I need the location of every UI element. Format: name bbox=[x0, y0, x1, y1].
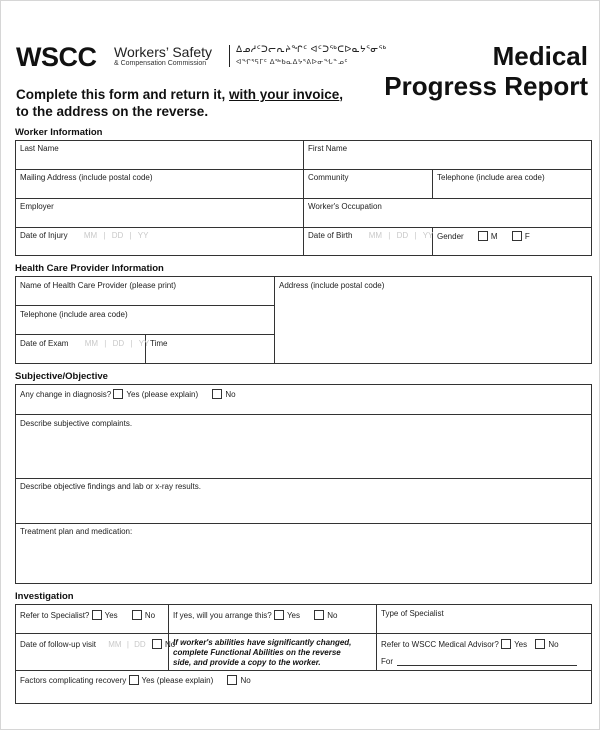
date-of-injury-field[interactable]: Date of Injury MM | DD | YY bbox=[20, 231, 149, 240]
objective-findings-field[interactable]: Describe objective findings and lab or x-ray results. bbox=[20, 482, 201, 491]
employer-field[interactable]: Employer bbox=[20, 202, 54, 211]
worker-telephone-field[interactable]: Telephone (include area code) bbox=[437, 173, 545, 182]
refer-specialist-field: Refer to Specialist? Yes No bbox=[20, 611, 156, 620]
gender-m-checkbox[interactable] bbox=[478, 231, 488, 241]
wscc-logo: WSCC bbox=[16, 42, 97, 72]
provider-telephone-field[interactable]: Telephone (include area code) bbox=[20, 310, 128, 319]
treatment-plan-field[interactable]: Treatment plan and medication: bbox=[20, 527, 133, 536]
time-field[interactable]: Time bbox=[150, 339, 168, 348]
mailing-address-field[interactable]: Mailing Address (include postal code) bbox=[20, 173, 153, 182]
section-worker-heading: Worker Information bbox=[15, 127, 103, 138]
section-investigation-heading: Investigation bbox=[15, 591, 74, 602]
gender-field: Gender M F bbox=[437, 232, 530, 241]
diagnosis-yes-checkbox[interactable] bbox=[113, 389, 123, 399]
subjective-complaints-field[interactable]: Describe subjective complaints. bbox=[20, 419, 133, 428]
advisor-yes-checkbox[interactable] bbox=[501, 639, 511, 649]
occupation-field[interactable]: Worker's Occupation bbox=[308, 202, 382, 211]
first-name-field[interactable]: First Name bbox=[308, 144, 348, 153]
diagnosis-no-checkbox[interactable] bbox=[212, 389, 222, 399]
syllabics-subtitle: ᐊᖏᕐᕋᒥᑦ ᐃᖅᑲᓇᐃᔭᕐᕕᐅᓂᖓᓐᓄᑦ bbox=[236, 59, 348, 66]
factors-no-checkbox[interactable] bbox=[227, 675, 237, 685]
last-name-field[interactable]: Last Name bbox=[20, 144, 59, 153]
org-subtitle: & Compensation Commission bbox=[114, 60, 207, 67]
arrange-no-checkbox[interactable] bbox=[314, 610, 324, 620]
provider-name-field[interactable]: Name of Health Care Provider (please print) bbox=[20, 281, 177, 290]
section-provider-heading: Health Care Provider Information bbox=[15, 263, 164, 274]
date-of-exam-field[interactable]: Date of Exam MM | DD | YY bbox=[20, 339, 150, 348]
follow-up-date-field: Date of follow-up visit MM | DD No bbox=[20, 640, 176, 649]
factors-complicating-field: Factors complicating recovery Yes (please explain) No bbox=[20, 676, 251, 685]
gender-f-checkbox[interactable] bbox=[512, 231, 522, 241]
logo-divider bbox=[229, 45, 230, 67]
org-name: Workers’ Safety bbox=[114, 44, 213, 60]
arrange-yes-checkbox[interactable] bbox=[274, 610, 284, 620]
medical-advisor-field: Refer to WSCC Medical Advisor? Yes No bbox=[381, 640, 559, 649]
followup-no-checkbox[interactable] bbox=[152, 639, 162, 649]
community-field[interactable]: Community bbox=[308, 173, 349, 182]
refer-yes-checkbox[interactable] bbox=[92, 610, 102, 620]
refer-no-checkbox[interactable] bbox=[132, 610, 142, 620]
title-line-2: Progress Report bbox=[384, 71, 588, 101]
change-in-diagnosis-field: Any change in diagnosis? Yes (please explain) No bbox=[20, 390, 236, 399]
instructions: Complete this form and return it, with your invoice, to the address on the reverse. bbox=[16, 87, 344, 119]
syllabics-name: ᐃᓄᓱᑦᑐᓕᕆᔨᖏᑦ ᐊᑦᑐᖅᑕᐅᓇᔭᕐᓂᖅ bbox=[236, 44, 387, 54]
date-of-birth-field[interactable]: Date of Birth MM | DD | YY bbox=[308, 231, 434, 240]
arrange-specialist-field: If yes, will you arrange this? Yes No bbox=[173, 611, 338, 620]
advisor-for-field[interactable]: For bbox=[381, 657, 577, 666]
advisor-no-checkbox[interactable] bbox=[535, 639, 545, 649]
title-line-1: Medical bbox=[492, 41, 588, 71]
abilities-note: If worker's abilities have significantly changed, complete Functional Abilities on the reverse side, and provide a copy to the worker. bbox=[173, 638, 352, 667]
provider-address-field[interactable]: Address (include postal code) bbox=[279, 281, 385, 290]
type-of-specialist-field[interactable]: Type of Specialist bbox=[381, 609, 444, 618]
section-subjective-heading: Subjective/Objective bbox=[15, 371, 108, 382]
factors-yes-checkbox[interactable] bbox=[129, 675, 139, 685]
